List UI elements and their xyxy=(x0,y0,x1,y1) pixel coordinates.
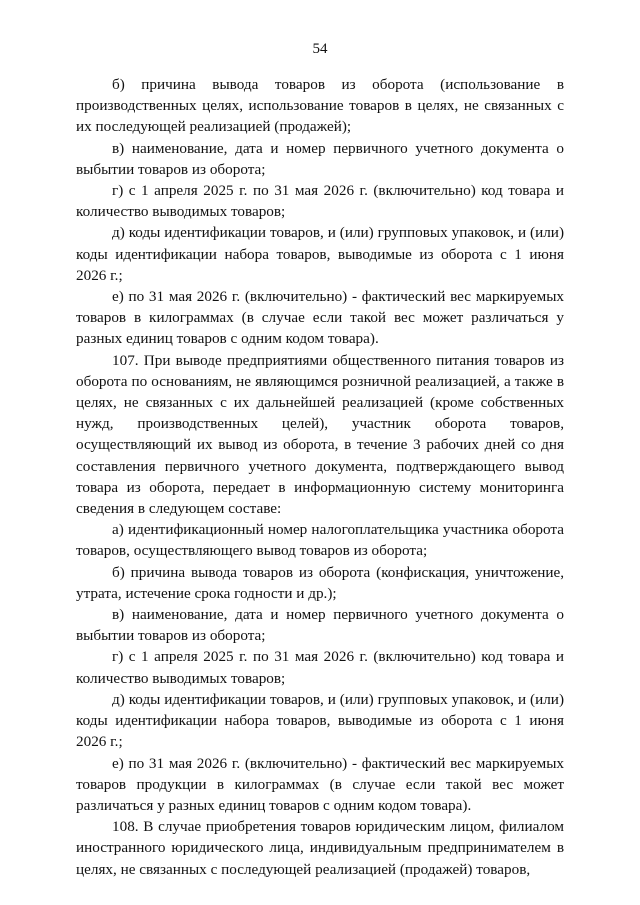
document-body xyxy=(76,74,564,880)
paragraph-v-document-2: в) наименование, дата и номер первичного учетного документа о выбытии товаров из оборота; xyxy=(76,606,564,645)
paragraph-d-identification-codes-2: д) коды идентификации товаров, и (или) групповых упаковок, и (или) коды идентификации набора товаров, выводимые из оборота с 1 июня 2026 г.; xyxy=(76,690,564,751)
paragraph-g-product-code-2: г) с 1 апреля 2025 г. по 31 мая 2026 г. (включительно) код товара и количество выводимых товаров; xyxy=(76,648,564,687)
paragraph-a-taxpayer-id: а) идентификационный номер налогоплательщика участника оборота товаров, осуществляющего вывод товаров из оборота; xyxy=(76,521,564,560)
paragraph-e-weight: е) по 31 мая 2026 г. (включительно) - фактический вес маркируемых товаров в килограммах (в случае если такой вес может различаться у разных единиц товаров с одним кодом товара). xyxy=(76,288,564,348)
page-number: 54 xyxy=(312,41,328,57)
section-108: 108. В случае приобретения товаров юридическим лицом, филиалом иностранного юридического лица, индивидуальным предпринимателем в целях, не связанных с последующей реализацией (продажей) товаров, xyxy=(76,818,564,878)
paragraph-b-reason: б) причина вывода товаров из оборота (использование в производственных целях, использование товаров в целях, не связанных с их последующей реализацией (продажей); xyxy=(76,76,564,136)
paragraph-e-weight-2: е) по 31 мая 2026 г. (включительно) - фактический вес маркируемых товаров продукции в килограммах (в случае если такой вес может различаться у разных единиц товаров с одним кодом товара). xyxy=(76,754,564,814)
paragraph-d-identification-codes: д) коды идентификации товаров, и (или) групповых упаковок, и (или) коды идентификации набора товаров, выводимые из оборота с 1 июня 2026 г.; xyxy=(76,224,564,284)
paragraph-b-withdrawal-reason: б) причина вывода товаров из оборота (конфискация, уничтожение, утрата, истечение срока годности и др.); xyxy=(76,563,564,602)
section-107: 107. При выводе предприятиями общественного питания товаров из оборота по основаниям, не являющимся розничной реализацией, а также в целях, не связанных с их дальнейшей реализацией (кроме собственных нужд, производственных целей), участник оборота товаров, осуществляющий их вывод из оборота, в течение 3 рабочих дней со дня составления первичного учетного документа, подтверждающего вывод товара из оборота, передает в информационную систему мониторинга сведения в следующем составе: xyxy=(76,351,564,518)
paragraph-v-document: в) наименование, дата и номер первичного учетного документа о выбытии товаров из оборота; xyxy=(76,139,564,178)
paragraph-g-product-code: г) с 1 апреля 2025 г. по 31 мая 2026 г. (включительно) код товара и количество выводимых товаров; xyxy=(76,182,564,221)
